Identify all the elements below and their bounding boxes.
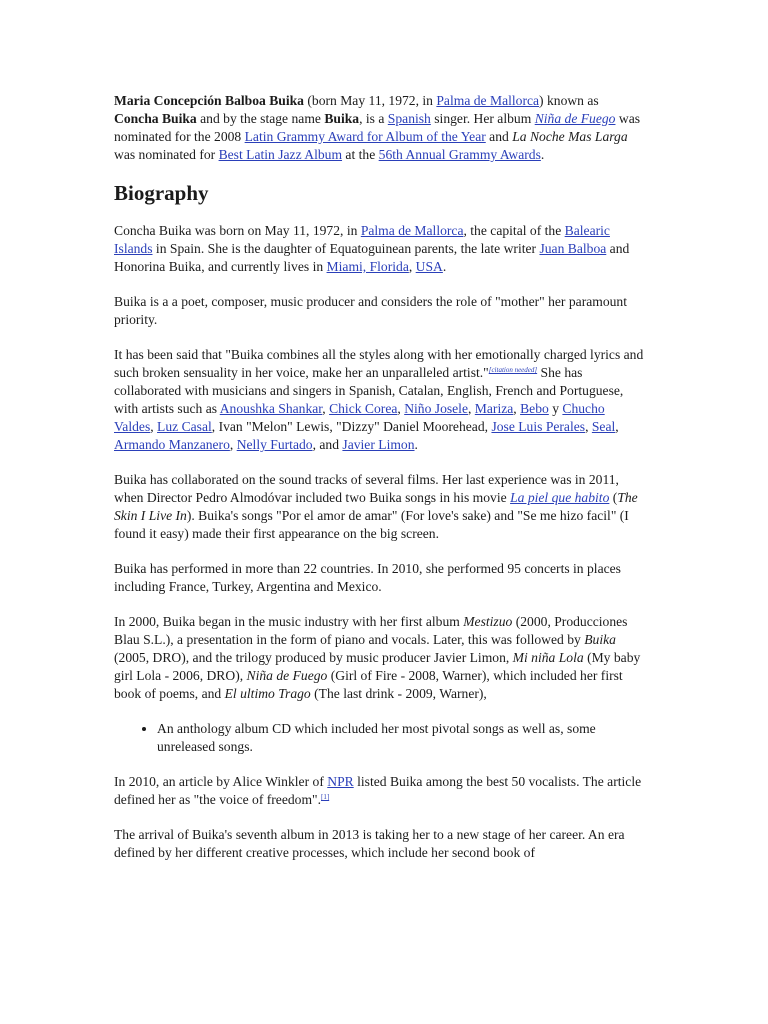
link-latin-grammy-award[interactable]: Latin Grammy Award for Album of the Year: [244, 129, 486, 144]
link-spanish[interactable]: Spanish: [387, 111, 431, 126]
link-chick-corea[interactable]: Chick Corea: [329, 401, 398, 416]
link-chucho-valdes[interactable]: Chucho Valdes: [114, 401, 605, 434]
link-miami-florida[interactable]: Miami, Florida: [326, 259, 409, 274]
album-buika: Buika: [584, 632, 616, 647]
biography-paragraph-4: Buika has collaborated on the sound tracks of several films. Her last experience was in 2011, when Director Pedro Almodóvar included two Buika songs in his movie La piel que habito (The Skin I Live In). Buika's songs "Por el amor de amar" (For love's sake) and "Se me hizo facil" (I found it easy) made their first appearance on the big screen.: [114, 472, 638, 541]
link-luz-casal[interactable]: Luz Casal: [157, 419, 212, 434]
album-nina-de-fuego: Niña de Fuego: [246, 668, 328, 683]
link-la-piel-que-habito[interactable]: La piel que habito: [510, 490, 610, 505]
link-balearic-islands[interactable]: Balearic Islands: [114, 223, 610, 256]
album-el-ultimo-trago: El ultimo Trago: [224, 686, 311, 701]
link-armando-manzanero[interactable]: Armando Manzanero: [114, 437, 230, 452]
biography-paragraph-2: Buika is a a poet, composer, music producer and considers the role of "mother" her paramount priority.: [114, 294, 627, 327]
link-anoushka-shankar[interactable]: Anoushka Shankar: [219, 401, 323, 416]
full-name: Maria Concepción Balboa Buika: [114, 93, 304, 108]
link-56th-annual-grammy-awards[interactable]: 56th Annual Grammy Awards: [378, 147, 541, 162]
link-jose-luis-perales[interactable]: Jose Luis Perales: [491, 419, 586, 434]
link-nino-josele[interactable]: Niño Josele: [404, 401, 468, 416]
link-bebo[interactable]: Bebo: [520, 401, 549, 416]
biography-paragraph-8: The arrival of Buika's seventh album in 2013 is taking her to a new stage of her career. An era defined by her different creative processes, which include her second book of: [114, 827, 625, 860]
biography-paragraph-1: Concha Buika was born on May 11, 1972, in Palma de Mallorca, the capital of the Balearic Islands in Spain. She is the daughter of Equatoguinean parents, the late writer Juan Balboa and Honorina Buika, and currently lives in Miami, Florida, USA.: [114, 223, 630, 274]
link-palma-de-mallorca[interactable]: Palma de Mallorca: [436, 93, 540, 108]
link-mariza[interactable]: Mariza: [474, 401, 514, 416]
album-la-noche-mas-larga: La Noche Mas Larga: [512, 129, 628, 144]
link-best-latin-jazz-album[interactable]: Best Latin Jazz Album: [218, 147, 343, 162]
link-nina-de-fuego[interactable]: Niña de Fuego: [534, 111, 616, 126]
album-mi-nina-lola: Mi niña Lola: [512, 650, 584, 665]
album-mestizuo: Mestizuo: [463, 614, 513, 629]
link-juan-balboa[interactable]: Juan Balboa: [539, 241, 607, 256]
biography-paragraph-7: In 2010, an article by Alice Winkler of NPR listed Buika among the best 50 vocalists. The article defined her as "the voice of freedom".[1]: [114, 774, 642, 807]
section-heading-biography: Biography: [114, 181, 209, 205]
list-item: • An anthology album CD which included her most pivotal songs as well as, some unreleased songs.: [157, 720, 644, 756]
reference-1-link[interactable]: [1]: [321, 793, 330, 801]
link-npr[interactable]: NPR: [327, 774, 354, 789]
name-buika: Buika: [324, 111, 360, 126]
film-the-skin-i-live-in: The Skin I Live In: [114, 490, 638, 523]
intro-paragraph: Maria Concepción Balboa Buika (born May 11, 1972, in Palma de Mallorca) known as Concha Buika and by the stage name Buika, is a Spanish singer. Her album Niña de Fuego was nominated for the 2008 Latin Grammy Award for Album of the Year and La Noche Mas Larga was nominated for Best Latin Jazz Album at the 56th Annual Grammy Awards.: [114, 93, 641, 162]
citation-needed-link[interactable]: [citation needed]: [488, 366, 538, 374]
biography-paragraph-5: Buika has performed in more than 22 countries. In 2010, she performed 95 concerts in places including France, Turkey, Argentina and Mexico.: [114, 561, 621, 594]
link-usa[interactable]: USA: [415, 259, 443, 274]
link-seal[interactable]: Seal: [591, 419, 616, 434]
name-concha-buika: Concha Buika: [114, 111, 197, 126]
biography-paragraph-3: It has been said that "Buika combines all the styles along with her emotionally charged lyrics and such broken sensuality in her voice, make her an unparalleled artist."[citation needed] She has collaborated with musicians and singers in Spanish, Catalan, English, French and Portuguese, with artists such as Anoushka Shankar, Chick Corea, Niño Josele, Mariza, Bebo y Chucho Valdes, Luz Casal, Ivan "Melon" Lewis, "Dizzy" Daniel Moorehead, Jose Luis Perales, Seal, Armando Manzanero, Nelly Furtado, and Javier Limon.: [114, 347, 644, 452]
bullet-list: [114, 720, 644, 756]
biography-paragraph-6: In 2000, Buika began in the music industry with her first album Mestizuo (2000, Producciones Blau S.L.), a presentation in the form of piano and vocals. Later, this was followed by Buika (2005, DRO), and the trilogy produced by music producer Javier Limon, Mi niña Lola (My baby girl Lola - 2006, DRO), Niña de Fuego (Girl of Fire - 2008, Warner), which included her first book of poems, and El ultimo Trago (The last drink - 2009, Warner),: [114, 614, 641, 701]
link-nelly-furtado[interactable]: Nelly Furtado: [236, 437, 313, 452]
link-javier-limon[interactable]: Javier Limon: [342, 437, 415, 452]
document-body: [114, 92, 644, 879]
link-palma-de-mallorca-2[interactable]: Palma de Mallorca: [360, 223, 464, 238]
